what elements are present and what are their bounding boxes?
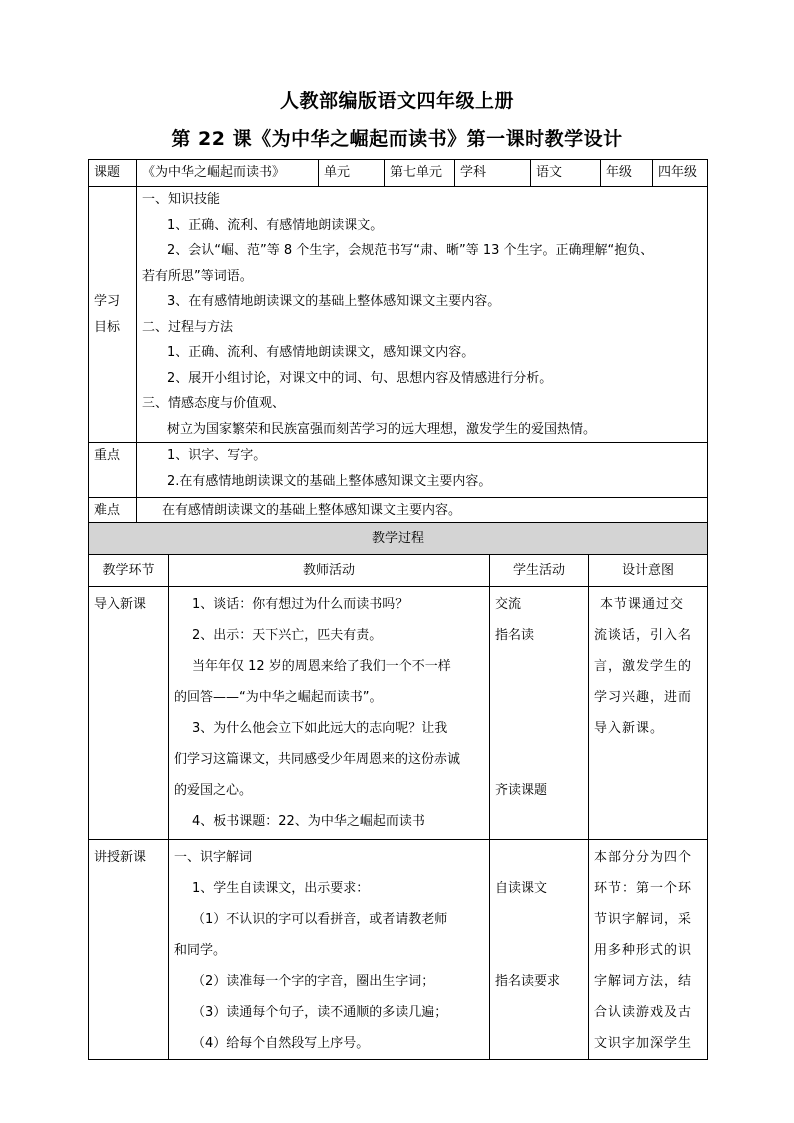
focus-row [89, 443, 708, 498]
goals-row [89, 187, 708, 443]
student-line: 指名读 [495, 628, 535, 643]
teacher-line: （4）给每个自然段写上序号。 [192, 1036, 370, 1051]
design-line: 流谈话，引入名 [594, 628, 693, 643]
goals-line: 树立为国家繁荣和民族富强而刻苦学习的远大理想，激发学生的爱国热情。 [167, 421, 597, 437]
lesson-stage: 讲授新课 [89, 840, 169, 1060]
goals-content [137, 187, 708, 443]
design-line: 节识字解词，采 [594, 912, 693, 927]
design-line: 导入新课。 [594, 721, 665, 736]
goals-line: 二、过程与方法 [142, 319, 234, 335]
difficulty-row [89, 498, 708, 525]
label-subject: 学科 [455, 160, 531, 187]
focus-label: 重点 [89, 443, 137, 498]
col-teacher: 教师活动 [169, 555, 490, 587]
col-stage: 教学环节 [89, 555, 169, 587]
focus-content [137, 443, 708, 498]
student-line: 自读课文 [495, 881, 548, 896]
label-grade: 年级 [601, 160, 653, 187]
design-line: 合认读游戏及古 [594, 1005, 693, 1020]
goals-line: 三、情感态度与价值观、 [142, 396, 286, 411]
teacher-line: 1、学生自读课文，出示要求： [192, 881, 370, 896]
process-heading-row [89, 523, 708, 555]
teacher-line: （1）不认识的字可以看拼音，或者请教老师 [192, 912, 448, 927]
design-line: 字解词方法，结 [594, 974, 693, 989]
process-table [88, 522, 708, 1060]
intro-student [490, 587, 589, 840]
process-heading: 教学过程 [89, 523, 708, 555]
label-unit: 单元 [319, 160, 385, 187]
col-design: 设计意图 [589, 555, 708, 587]
info-row [89, 160, 708, 187]
teacher-line: 2、出示：天下兴亡，匹夫有责。 [192, 628, 383, 643]
design-line: 环节：第一个环 [594, 881, 693, 896]
grade-value: 四年级 [653, 160, 708, 187]
lesson-student [490, 840, 589, 1060]
intro-teacher [169, 587, 490, 840]
teacher-line: （2）读准每一个字的字音，圈出生字词； [192, 974, 435, 989]
design-line: 学习兴趣，进而 [594, 690, 693, 705]
design-line: 文识字加深学生 [594, 1036, 693, 1051]
teacher-line: 一、识字解词 [174, 850, 253, 865]
topic-value: 《为中华之崛起而读书》 [137, 160, 319, 187]
label-topic: 课题 [89, 160, 137, 187]
teacher-line: 的爱国之心。 [174, 783, 253, 798]
process-header-row [89, 555, 708, 587]
difficulty-content: 在有感情朗读课文的基础上整体感知课文主要内容。 [137, 498, 708, 525]
student-line: 齐读课题 [495, 783, 548, 798]
teacher-line: （3）读通每个句子，读不通顺的多读几遍； [192, 1005, 448, 1020]
lesson-row [89, 840, 708, 1060]
lesson-design [589, 840, 708, 1060]
design-line: 本部分分为四个 [594, 850, 693, 865]
subject-value: 语文 [531, 160, 601, 187]
teacher-line: 的回答——“为中华之崛起而读书”。 [174, 690, 383, 705]
intro-stage: 导入新课 [89, 587, 169, 840]
design-line: 用多种形式的识 [594, 943, 693, 958]
teacher-line: 3、为什么他会立下如此远大的志向呢？让我 [192, 721, 448, 736]
teacher-line: 和同学。 [174, 943, 227, 958]
document-title: 人教部编版语文四年级上册 [279, 90, 514, 112]
goals-line: 若有所思”等词语。 [142, 268, 253, 284]
design-line: 言，激发学生的 [594, 659, 693, 674]
difficulty-label: 难点 [89, 498, 137, 525]
focus-line: 1、识字、写字。 [167, 448, 267, 463]
lesson-teacher [169, 840, 490, 1060]
goals-line: 1、正确、流利、有感情地朗读课文，感知课文内容。 [167, 345, 475, 360]
goals-line: 3、在有感情地朗读课文的基础上整体感知课文主要内容。 [167, 294, 501, 309]
unit-value: 第七单元 [385, 160, 455, 187]
goals-line: 1、正确、流利、有感情地朗读课文。 [167, 217, 384, 233]
intro-row [89, 587, 708, 840]
teacher-line: 当年年仅 12 岁的周恩来给了我们一个不一样 [192, 659, 451, 674]
goals-line: 2、会认“崛、范”等 8 个生字，会规范书写“肃、晰”等 13 个生字。正确理解“抱负、 [167, 243, 654, 258]
focus-line: 2.在有感情地朗读课文的基础上整体感知课文主要内容。 [167, 473, 492, 489]
teacher-line: 4、板书课题：22、为中华之崛起而读书 [192, 814, 425, 829]
col-student: 学生活动 [490, 555, 589, 587]
goals-label: 学习 目标 [89, 187, 137, 443]
design-line: 本节课通过交 [600, 597, 685, 612]
info-table [88, 159, 708, 525]
document-subtitle: 第 22 课《为中华之崛起而读书》第一课时教学设计 [171, 128, 623, 150]
student-line: 交流 [495, 597, 522, 612]
teacher-line: 1、谈话：你有想过为什么而读书吗？ [192, 597, 409, 612]
student-line: 指名读要求 [495, 974, 561, 989]
teacher-line: 们学习这篇课文，共同感受少年周恩来的这份赤诚 [174, 752, 461, 767]
intro-design [589, 587, 708, 840]
goals-line: 一、知识技能 [142, 192, 221, 207]
goals-line: 2、展开小组讨论，对课文中的词、句、思想内容及情感进行分析。 [167, 370, 553, 386]
